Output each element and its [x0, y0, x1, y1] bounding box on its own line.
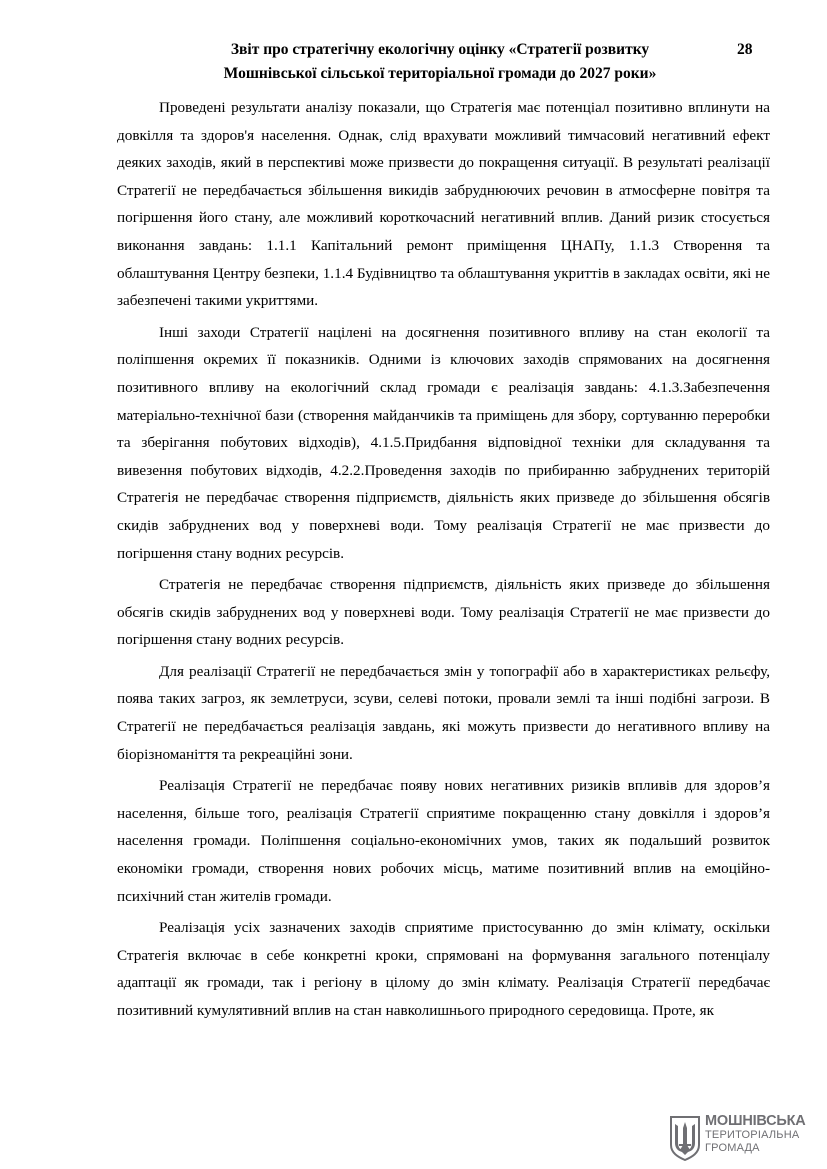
- trident-emblem-icon: [668, 1115, 702, 1161]
- paragraph-2: Інші заходи Стратегії націлені на досягнення позитивного впливу на стан екології та поліпшення окремих її показників. Одними із ключових заходів спрямованих на досягнення позитивного впливу на екологічний склад громади є реалізація завдань: 4.1.3.Забезпечення матеріально-технічної бази (створення майданчиків та приміщень для збору, сортуванню переробки та зберігання побутових відходів), 4.1.5.Придбання відповідної техніки для складування та вивезення побутових відходів, 4.2.2.Проведення заходів по прибиранню забруднених територій Стратегія не передбачає створення підприємств, діяльність яких призведе до збільшення обсягів скидів забруднених вод у поверхневі води. Тому реалізація Стратегії не має призвести до погіршення стану водних ресурсів.: [117, 323, 770, 562]
- paragraph-6: Реалізація усіх зазначених заходів сприятиме пристосуванню до змін клімату, оскільки Стратегія включає в себе конкретні кроки, спрямовані на формування загального потенціалу адаптації як громади, так і регіону в цілому до змін клімату. Реалізація Стратегії передбачає позитивний кумулятивний вплив на стан навколишнього природного середовища. Проте, як: [117, 919, 770, 1019]
- logo-line-3: ГРОМАДА: [705, 1141, 760, 1154]
- logo-wordmark: [705, 1113, 806, 1154]
- document-body: [117, 94, 770, 1029]
- report-title-line-1: Звіт про стратегічну екологічну оцінку «Стратегії розвитку: [230, 41, 650, 58]
- paragraph-3: Стратегія не передбачає створення підприємств, діяльність яких призведе до збільшення обсягів скидів забруднених вод у поверхневі води. Тому реалізація Стратегії не має призвести до погіршення стану водних ресурсів.: [117, 576, 770, 649]
- community-logo: [668, 1113, 808, 1163]
- paragraph-5: Реалізація Стратегії не передбачає появу нових негативних ризиків впливів для здоров’я населення, більше того, реалізація Стратегії сприятиме покращенню стану довкілля і здоров’я населення громади. Поліпшення соціально-економічних умов, таких як подальший розвиток економіки громади, створення нових робочих місць, матиме позитивний вплив на емоційно-психічний стан жителів громади.: [117, 777, 770, 905]
- paragraph-1: Проведені результати аналізу показали, що Стратегія має потенціал позитивно вплинути на довкілля та здоров'я населення. Однак, слід врахувати можливий тимчасовий негативний ефект деяких заходів, який в перспективі може призвести до покращення ситуації. В результаті реалізації Стратегії не передбачається збільшення викидів забруднюючих речовин в атмосферне повітря та погіршення його стану, але можливий короткочасний негативний вплив. Даний ризик стосується виконання завдань: 1.1.1 Капітальний ремонт приміщення ЦНАПу, 1.1.3 Створення та облаштування Центру безпеки, 1.1.4 Будівництво та облаштування укриттів в закладах освіти, які не забезпечені такими укриттями.: [117, 99, 770, 310]
- page-header: [0, 38, 827, 88]
- report-title: [200, 38, 680, 86]
- report-title-line-2: Мошнівської сільської територіальної громади до 2027 роки»: [223, 65, 657, 82]
- paragraph-4: Для реалізації Стратегії не передбачається змін у топографії або в характеристиках рельєфу, поява таких загроз, як землетруси, зсуви, селеві потоки, провали землі та інші подібні загрози. В Стратегії не передбачається реалізація завдань, які можуть призвести до негативного впливу на біорізноманіття та рекреаційні зони.: [117, 662, 770, 763]
- page-number: 28: [737, 41, 753, 58]
- logo-line-1: МОШНІВСЬКА: [705, 1113, 806, 1129]
- logo-line-2: ТЕРИТОРІАЛЬНА: [705, 1129, 800, 1141]
